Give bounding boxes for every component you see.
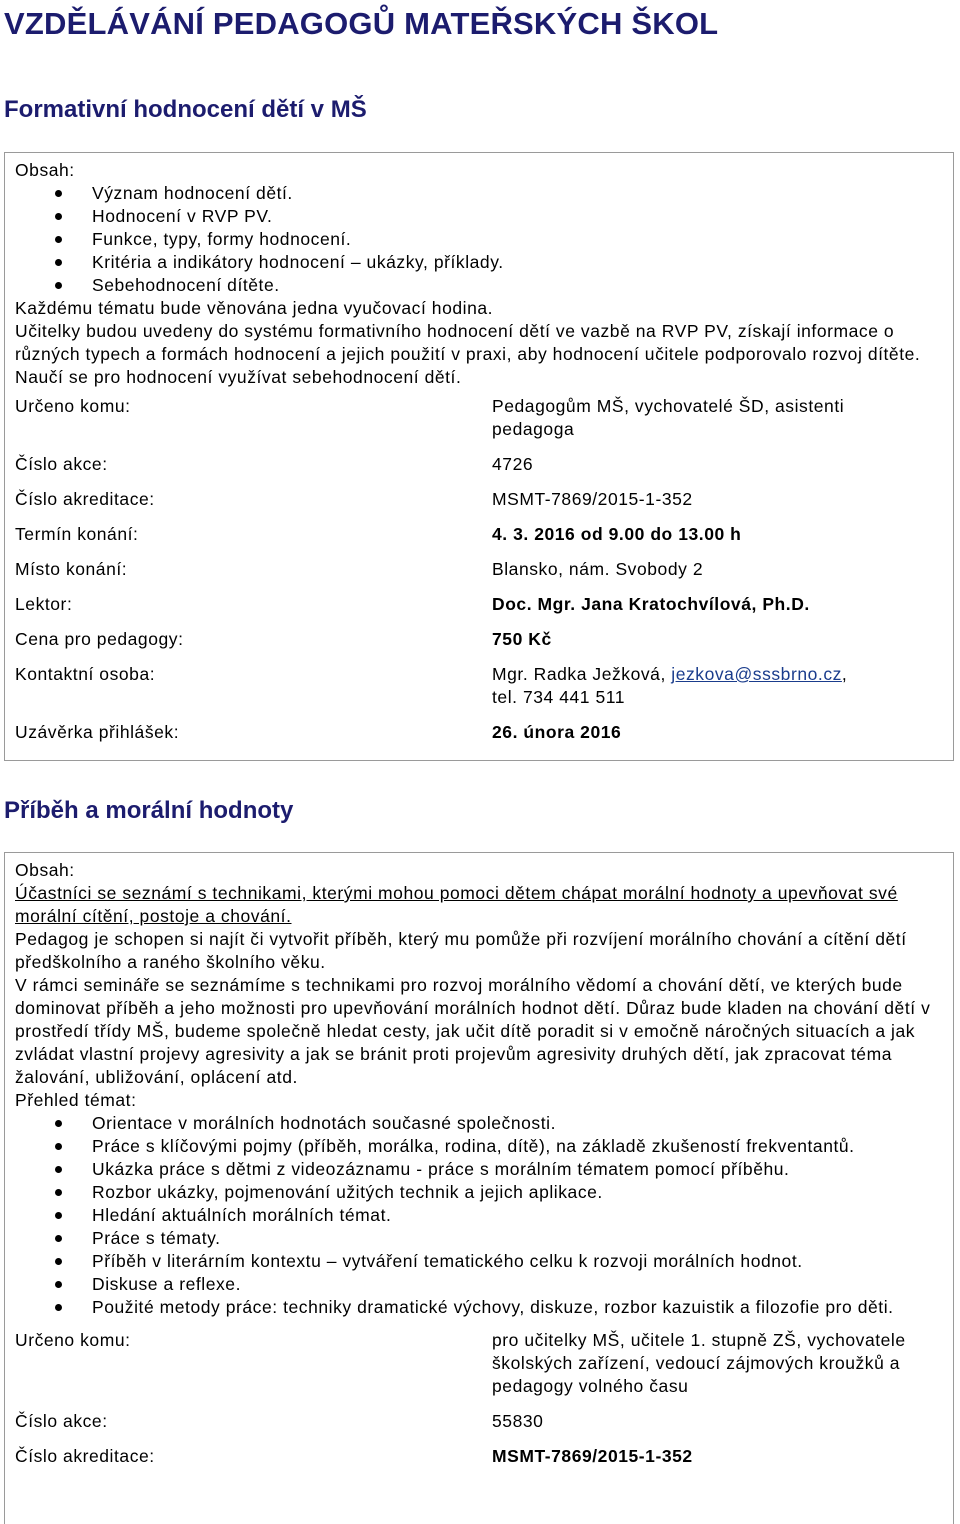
misto-label: Místo konání: — [15, 559, 128, 579]
akreditace-label: Číslo akreditace: — [15, 489, 155, 509]
info-table — [15, 395, 943, 744]
lektor-value: Doc. Mgr. Jana Kratochvílová, Ph.D. — [492, 594, 810, 614]
kontakt-phone: tel. 734 441 511 — [492, 687, 626, 707]
akreditace-value: MSMT-7869/2015-1-352 — [492, 1446, 693, 1466]
misto-value: Blansko, nám. Svobody 2 — [492, 559, 704, 579]
list-item: Funkce, typy, formy hodnocení. — [15, 228, 943, 251]
list-item: Kritéria a indikátory hodnocení – ukázky, příklady. — [15, 251, 943, 274]
lektor-label: Lektor: — [15, 594, 73, 614]
list-item: Hledání aktuálních morálních témat. — [15, 1204, 943, 1227]
main-title: VZDĚLÁVÁNÍ PEDAGOGŮ MATEŘSKÝCH ŠKOL — [4, 6, 719, 41]
akreditace-label: Číslo akreditace: — [15, 1446, 155, 1466]
urceno-value: Pedagogům MŠ, vychovatelé ŠD, asistenti pedagoga — [492, 396, 845, 439]
prehled-label: Přehled témat: — [15, 1090, 137, 1110]
akreditace-value: MSMT-7869/2015-1-352 — [492, 489, 693, 509]
cislo-akce-label: Číslo akce: — [15, 1411, 108, 1431]
urceno-label: Určeno komu: — [15, 1330, 131, 1350]
list-item: Práce s klíčovými pojmy (příběh, morálka, rodina, dítě), na základě zkušeností frekventantů. — [15, 1135, 943, 1158]
list-item: Význam hodnocení dětí. — [15, 182, 943, 205]
email-link[interactable]: jezkova@sssbrno.cz — [671, 664, 842, 684]
description-text: Účastníci se seznámí s technikami, kterými mohou pomoci dětem chápat morální hodnoty a upevňovat své morální cítění, postoje a chování. — [15, 883, 898, 926]
topic-list — [15, 182, 943, 297]
description-text: Učitelky budou uvedeny do systému formativního hodnocení dětí ve vazbě na RVP PV, získají informace o různých typech a formách hodnocení a jejich použití v praxi, aby hodnocení učitele podporovalo rozvoj dítěte. Naučí se pro hodnocení využívat sebehodnocení dětí. — [15, 321, 921, 387]
course-info-box — [4, 852, 954, 1524]
list-item: Práce s tématy. — [15, 1227, 943, 1250]
cislo-akce-value: 55830 — [492, 1411, 544, 1431]
course-info-box — [4, 152, 954, 761]
kontakt-name: Mgr. Radka Ježková, — [492, 664, 672, 684]
info-table — [15, 1329, 943, 1468]
list-item: Diskuse a reflexe. — [15, 1273, 943, 1296]
cislo-akce-label: Číslo akce: — [15, 454, 108, 474]
kontakt-label: Kontaktní osoba: — [15, 664, 156, 684]
cena-label: Cena pro pedagogy: — [15, 629, 184, 649]
obsah-label: Obsah: — [15, 860, 75, 880]
list-item: Ukázka práce s dětmi z videozáznamu - práce s morálním tématem pomocí příběhu. — [15, 1158, 943, 1181]
kontakt-separator: , — [841, 664, 848, 684]
description-text: V rámci semináře se seznámíme s technikami pro rozvoj morálního vědomí a chování dětí, ve kterých bude dominovat příběh a jeho možnosti pro upevňování morálních hodnot dětí. Důraz bude kladen na chování dětí v prostředí třídy MŠ, budeme společně hledat cesty, jak učit dítě poradit si v emočně náročných situacích a jak zvládat vlastní projevy agresivity a jak se bránit proti projevům agresivity druhých dětí, jak zpracovat téma žalování, ubližování, oplácení atd. — [15, 975, 931, 1087]
list-item: Použité metody práce: techniky dramatické výchovy, diskuze, rozbor kazuistik a filozofie pro děti. — [15, 1296, 943, 1319]
uzaverka-label: Uzávěrka přihlášek: — [15, 722, 180, 742]
termin-label: Termín konání: — [15, 524, 139, 544]
topic-list — [15, 1112, 943, 1319]
course-title: Formativní hodnocení dětí v MŠ — [4, 96, 367, 123]
course-title: Příběh a morální hodnoty — [4, 797, 294, 824]
cislo-akce-value: 4726 — [492, 454, 534, 474]
obsah-label: Obsah: — [15, 160, 75, 180]
kontakt-value — [492, 663, 943, 709]
list-item: Rozbor ukázky, pojmenování užitých technik a jejich aplikace. — [15, 1181, 943, 1204]
list-item: Příběh v literárním kontextu – vytváření tematického celku k rozvoji morálních hodnot. — [15, 1250, 943, 1273]
urceno-label: Určeno komu: — [15, 396, 131, 416]
description-text: Pedagog je schopen si najít či vytvořit příběh, který mu pomůže při rozvíjení morálního chování a cítění dětí předškolního a raného školního věku. — [15, 929, 907, 972]
list-item: Sebehodnocení dítěte. — [15, 274, 943, 297]
termin-value: 4. 3. 2016 od 9.00 do 13.00 h — [492, 524, 742, 544]
list-item: Hodnocení v RVP PV. — [15, 205, 943, 228]
list-item: Orientace v morálních hodnotách současné společnosti. — [15, 1112, 943, 1135]
uzaverka-value: 26. února 2016 — [492, 722, 622, 742]
urceno-value: pro učitelky MŠ, učitele 1. stupně ZŠ, vychovatele školských zařízení, vedoucí zájmových kroužků a pedagogy volného času — [492, 1330, 906, 1396]
cena-value: 750 Kč — [492, 629, 552, 649]
description-text: Každému tématu bude věnována jedna vyučovací hodina. — [15, 298, 494, 318]
